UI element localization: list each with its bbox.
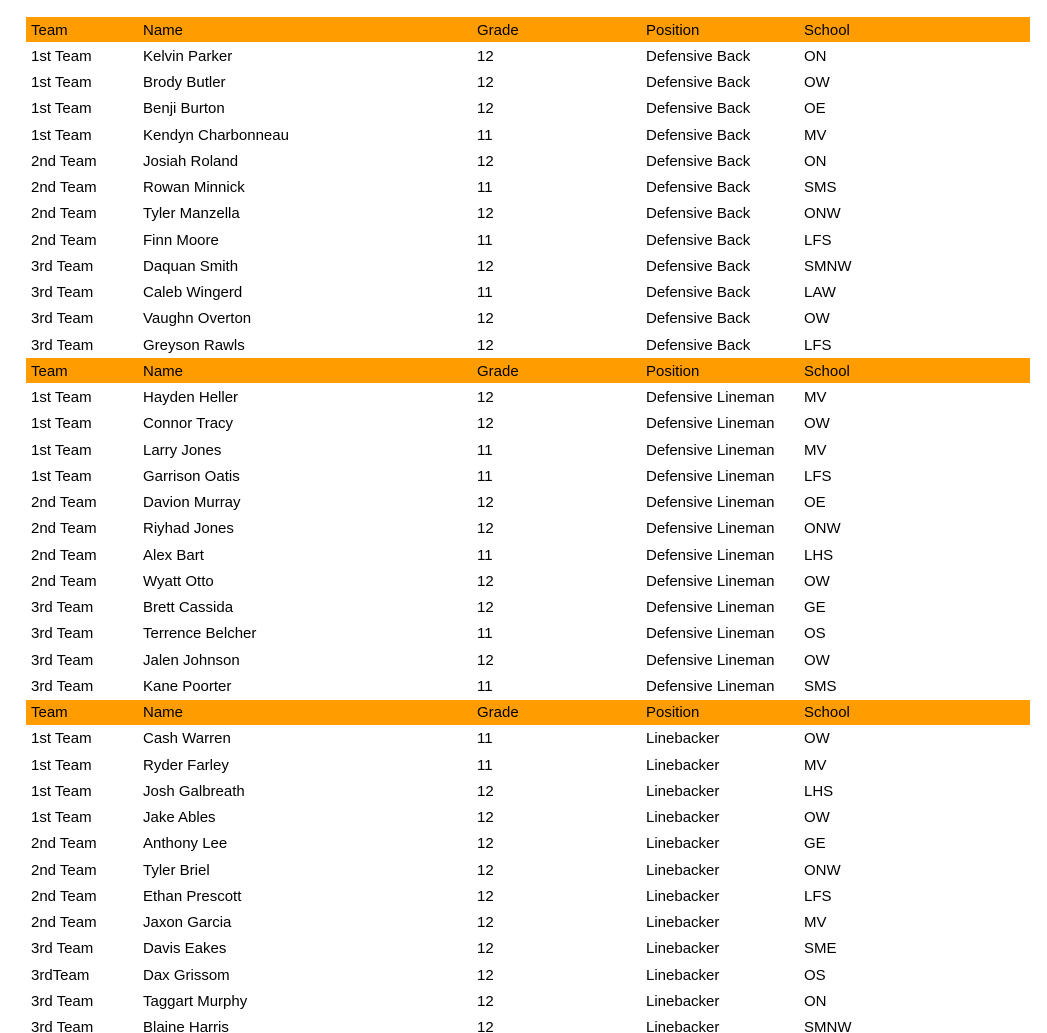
table-row: [26, 936, 1030, 962]
table-row: [26, 437, 1030, 463]
cell-school: GE: [804, 599, 826, 617]
table-row: [26, 910, 1030, 936]
cell-position: Defensive Lineman: [646, 494, 775, 512]
cell-grade: 11: [477, 467, 493, 485]
cell-name: Jalen Johnson: [143, 651, 240, 669]
cell-name: Brody Butler: [143, 74, 226, 92]
cell-team: 3rd Team: [31, 677, 94, 695]
cell-school: OW: [804, 310, 830, 328]
cell-name: Jake Ables: [143, 809, 216, 827]
cell-position: Defensive Lineman: [646, 651, 775, 669]
cell-name: Riyhad Jones: [143, 520, 234, 538]
cell-school: OW: [804, 730, 830, 748]
cell-position: Defensive Back: [646, 231, 751, 249]
cell-grade: 12: [477, 861, 494, 879]
cell-school: ONW: [804, 520, 841, 538]
cell-school: ON: [804, 152, 827, 170]
table-row: [26, 595, 1030, 621]
column-header-team: Team: [31, 362, 68, 380]
cell-name: Greyson Rawls: [143, 336, 245, 354]
cell-name: Brett Cassida: [143, 599, 234, 617]
table-row: [26, 43, 1030, 69]
cell-team: 1st Team: [31, 756, 92, 774]
cell-position: Defensive Back: [646, 179, 751, 197]
cell-school: OW: [804, 572, 830, 590]
cell-school: LFS: [804, 231, 832, 249]
column-header-grade: Grade: [477, 362, 519, 380]
table-row: [26, 962, 1030, 988]
cell-grade: 11: [477, 677, 493, 695]
cell-name: Tyler Briel: [143, 861, 210, 879]
cell-position: Linebacker: [646, 966, 720, 984]
cell-team: 3rd Team: [31, 284, 94, 302]
cell-school: ON: [804, 992, 827, 1010]
column-header-school: School: [804, 362, 850, 380]
cell-grade: 12: [477, 74, 494, 92]
cell-grade: 12: [477, 1019, 494, 1033]
cell-school: LHS: [804, 546, 834, 564]
cell-team: 1st Team: [31, 47, 92, 65]
cell-team: 1st Team: [31, 126, 92, 144]
cell-grade: 11: [477, 546, 493, 564]
cell-name: Vaughn Overton: [143, 310, 252, 328]
cell-school: LAW: [804, 284, 836, 302]
cell-grade: 12: [477, 494, 494, 512]
cell-grade: 12: [477, 914, 494, 932]
cell-position: Linebacker: [646, 1019, 720, 1033]
table-row: [26, 96, 1030, 122]
cell-position: Defensive Lineman: [646, 546, 775, 564]
cell-name: Wyatt Otto: [143, 572, 214, 590]
table-row: [26, 805, 1030, 831]
cell-position: Defensive Back: [646, 310, 751, 328]
cell-grade: 12: [477, 310, 494, 328]
cell-grade: 12: [477, 940, 494, 958]
table-row: [26, 463, 1030, 489]
cell-name: Kane Poorter: [143, 677, 232, 695]
table-row: [26, 385, 1030, 411]
cell-school: SMS: [804, 179, 837, 197]
cell-position: Defensive Lineman: [646, 467, 775, 485]
cell-grade: 12: [477, 992, 494, 1010]
cell-position: Linebacker: [646, 940, 720, 958]
cell-name: Finn Moore: [143, 231, 219, 249]
cell-position: Defensive Back: [646, 47, 751, 65]
column-header-school: School: [804, 21, 850, 39]
table-row: [26, 857, 1030, 883]
cell-grade: 11: [477, 730, 493, 748]
cell-team: 1st Team: [31, 730, 92, 748]
document-page: [26, 17, 1030, 1033]
cell-position: Defensive Back: [646, 126, 751, 144]
cell-name: Rowan Minnick: [143, 179, 245, 197]
cell-team: 1st Team: [31, 809, 92, 827]
cell-school: SMS: [804, 677, 837, 695]
column-header-school: School: [804, 704, 850, 722]
cell-team: 3rd Team: [31, 992, 94, 1010]
table-row: [26, 647, 1030, 673]
position-section: [26, 358, 1030, 699]
cell-grade: 11: [477, 625, 493, 643]
cell-team: 2nd Team: [31, 494, 97, 512]
cell-grade: 12: [477, 336, 494, 354]
cell-grade: 12: [477, 520, 494, 538]
cell-position: Linebacker: [646, 782, 720, 800]
cell-name: Anthony Lee: [143, 835, 228, 853]
column-header-grade: Grade: [477, 21, 519, 39]
cell-name: Ryder Farley: [143, 756, 229, 774]
cell-name: Hayden Heller: [143, 389, 239, 407]
cell-school: SMNW: [804, 257, 852, 275]
cell-grade: 12: [477, 152, 494, 170]
cell-team: 1st Team: [31, 100, 92, 118]
cell-name: Garrison Oatis: [143, 467, 240, 485]
cell-school: GE: [804, 835, 826, 853]
cell-team: 3rdTeam: [31, 966, 90, 984]
cell-team: 1st Team: [31, 441, 92, 459]
cell-team: 1st Team: [31, 415, 92, 433]
cell-name: Blaine Harris: [143, 1019, 229, 1033]
table-row: [26, 306, 1030, 332]
cell-position: Defensive Lineman: [646, 677, 775, 695]
cell-grade: 12: [477, 257, 494, 275]
cell-position: Defensive Back: [646, 100, 751, 118]
cell-grade: 12: [477, 205, 494, 223]
cell-position: Linebacker: [646, 756, 720, 774]
cell-position: Defensive Back: [646, 74, 751, 92]
cell-name: Daquan Smith: [143, 257, 239, 275]
table-row: [26, 568, 1030, 594]
cell-school: ON: [804, 47, 827, 65]
cell-name: Cash Warren: [143, 730, 231, 748]
cell-grade: 11: [477, 179, 493, 197]
cell-grade: 12: [477, 651, 494, 669]
cell-school: LFS: [804, 467, 832, 485]
cell-name: Benji Burton: [143, 100, 225, 118]
cell-team: 3rd Team: [31, 1019, 94, 1033]
cell-team: 3rd Team: [31, 651, 94, 669]
position-section: [26, 700, 1030, 1033]
table-row: [26, 201, 1030, 227]
cell-position: Linebacker: [646, 861, 720, 879]
cell-name: Tyler Manzella: [143, 205, 240, 223]
cell-team: 2nd Team: [31, 914, 97, 932]
cell-school: OW: [804, 809, 830, 827]
cell-team: 2nd Team: [31, 520, 97, 538]
cell-grade: 11: [477, 756, 493, 774]
cell-name: Taggart Murphy: [143, 992, 248, 1010]
table-row: [26, 332, 1030, 358]
cell-school: OW: [804, 74, 830, 92]
table-row: [26, 280, 1030, 306]
cell-position: Defensive Back: [646, 257, 751, 275]
cell-grade: 12: [477, 599, 494, 617]
cell-position: Linebacker: [646, 835, 720, 853]
cell-grade: 12: [477, 966, 494, 984]
cell-school: OE: [804, 100, 826, 118]
cell-school: SMNW: [804, 1019, 852, 1033]
cell-name: Dax Grissom: [143, 966, 230, 984]
cell-name: Josh Galbreath: [143, 782, 245, 800]
cell-team: 3rd Team: [31, 940, 94, 958]
table-header-row: [26, 700, 1030, 726]
cell-position: Defensive Lineman: [646, 441, 775, 459]
cell-team: 2nd Team: [31, 572, 97, 590]
table-row: [26, 726, 1030, 752]
cell-school: OW: [804, 651, 830, 669]
cell-team: 2nd Team: [31, 231, 97, 249]
cell-name: Caleb Wingerd: [143, 284, 243, 302]
cell-team: 2nd Team: [31, 546, 97, 564]
table-row: [26, 70, 1030, 96]
cell-school: ONW: [804, 861, 841, 879]
cell-name: Connor Tracy: [143, 415, 234, 433]
cell-grade: 12: [477, 887, 494, 905]
cell-grade: 12: [477, 100, 494, 118]
cell-team: 1st Team: [31, 74, 92, 92]
cell-team: 2nd Team: [31, 887, 97, 905]
cell-position: Defensive Lineman: [646, 389, 775, 407]
cell-position: Linebacker: [646, 914, 720, 932]
column-header-team: Team: [31, 704, 68, 722]
cell-school: MV: [804, 756, 827, 774]
cell-grade: 11: [477, 284, 493, 302]
cell-team: 1st Team: [31, 389, 92, 407]
column-header-position: Position: [646, 21, 700, 39]
cell-team: 1st Team: [31, 782, 92, 800]
cell-position: Defensive Lineman: [646, 572, 775, 590]
cell-grade: 12: [477, 809, 494, 827]
table-row: [26, 988, 1030, 1014]
cell-team: 2nd Team: [31, 861, 97, 879]
cell-school: MV: [804, 914, 827, 932]
table-row: [26, 516, 1030, 542]
cell-school: OS: [804, 625, 826, 643]
column-header-grade: Grade: [477, 704, 519, 722]
cell-school: LFS: [804, 336, 832, 354]
cell-position: Defensive Lineman: [646, 599, 775, 617]
column-header-position: Position: [646, 362, 700, 380]
column-header-name: Name: [143, 21, 184, 39]
column-header-team: Team: [31, 21, 68, 39]
position-section: [26, 17, 1030, 358]
cell-name: Davion Murray: [143, 494, 241, 512]
table-row: [26, 673, 1030, 699]
cell-team: 2nd Team: [31, 205, 97, 223]
table-row: [26, 411, 1030, 437]
cell-name: Kendyn Charbonneau: [143, 126, 289, 144]
cell-grade: 12: [477, 415, 494, 433]
table-row: [26, 122, 1030, 148]
cell-team: 3rd Team: [31, 257, 94, 275]
cell-position: Defensive Back: [646, 336, 751, 354]
table-row: [26, 883, 1030, 909]
cell-name: Alex Bart: [143, 546, 204, 564]
cell-position: Defensive Lineman: [646, 625, 775, 643]
table-row: [26, 752, 1030, 778]
cell-position: Defensive Lineman: [646, 415, 775, 433]
cell-name: Ethan Prescott: [143, 887, 242, 905]
cell-position: Linebacker: [646, 730, 720, 748]
cell-school: LFS: [804, 887, 832, 905]
cell-position: Defensive Lineman: [646, 520, 775, 538]
cell-team: 3rd Team: [31, 599, 94, 617]
cell-grade: 12: [477, 389, 494, 407]
cell-name: Larry Jones: [143, 441, 222, 459]
cell-team: 3rd Team: [31, 625, 94, 643]
cell-school: MV: [804, 441, 827, 459]
column-header-position: Position: [646, 704, 700, 722]
table-row: [26, 490, 1030, 516]
cell-grade: 11: [477, 441, 493, 459]
cell-position: Linebacker: [646, 887, 720, 905]
table-row: [26, 542, 1030, 568]
cell-name: Jaxon Garcia: [143, 914, 232, 932]
cell-school: SME: [804, 940, 837, 958]
cell-grade: 11: [477, 231, 493, 249]
cell-team: 2nd Team: [31, 152, 97, 170]
cell-team: 2nd Team: [31, 179, 97, 197]
table-row: [26, 227, 1030, 253]
cell-team: 2nd Team: [31, 835, 97, 853]
table-row: [26, 621, 1030, 647]
table-header-row: [26, 17, 1030, 43]
cell-name: Davis Eakes: [143, 940, 227, 958]
cell-grade: 12: [477, 572, 494, 590]
cell-grade: 12: [477, 47, 494, 65]
cell-school: ONW: [804, 205, 841, 223]
cell-name: Kelvin Parker: [143, 47, 233, 65]
cell-position: Defensive Back: [646, 284, 751, 302]
table-row: [26, 1015, 1030, 1033]
table-header-row: [26, 358, 1030, 384]
cell-team: 3rd Team: [31, 310, 94, 328]
cell-school: OW: [804, 415, 830, 433]
cell-position: Defensive Back: [646, 205, 751, 223]
cell-school: MV: [804, 389, 827, 407]
table-row: [26, 253, 1030, 279]
cell-school: OS: [804, 966, 826, 984]
table-row: [26, 831, 1030, 857]
cell-position: Defensive Back: [646, 152, 751, 170]
cell-position: Linebacker: [646, 809, 720, 827]
column-header-name: Name: [143, 704, 184, 722]
cell-school: LHS: [804, 782, 834, 800]
table-row: [26, 778, 1030, 804]
cell-name: Josiah Roland: [143, 152, 239, 170]
cell-school: OE: [804, 494, 826, 512]
cell-grade: 12: [477, 835, 494, 853]
column-header-name: Name: [143, 362, 184, 380]
cell-grade: 12: [477, 782, 494, 800]
cell-grade: 11: [477, 126, 493, 144]
table-row: [26, 148, 1030, 174]
cell-name: Terrence Belcher: [143, 625, 257, 643]
cell-school: MV: [804, 126, 827, 144]
table-row: [26, 175, 1030, 201]
cell-position: Linebacker: [646, 992, 720, 1010]
cell-team: 3rd Team: [31, 336, 94, 354]
cell-team: 1st Team: [31, 467, 92, 485]
